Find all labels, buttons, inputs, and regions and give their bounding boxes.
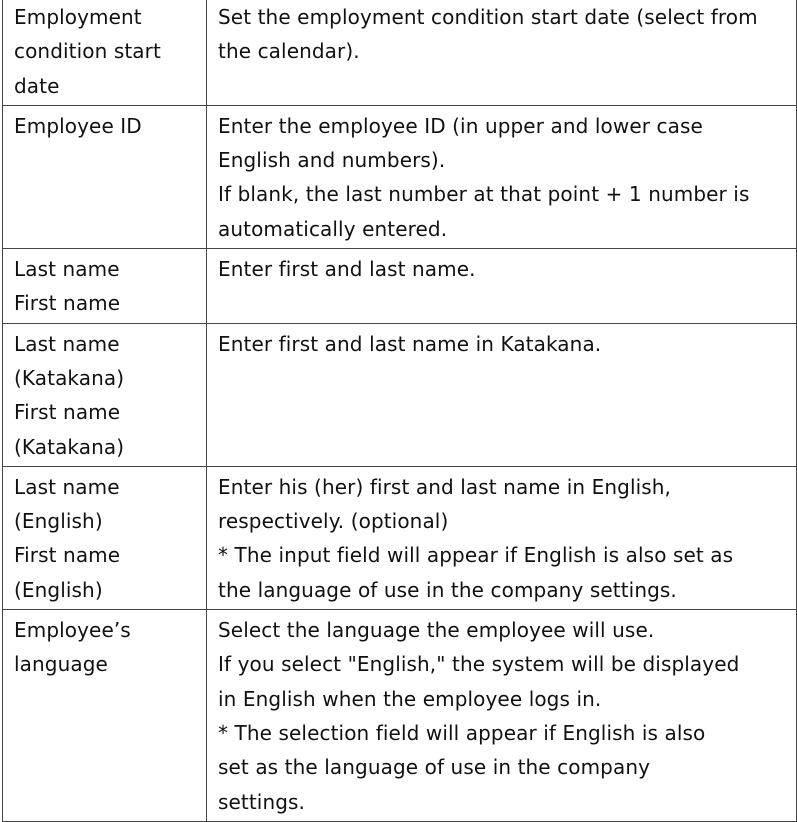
label-line: (English) <box>14 577 103 602</box>
description-line: set as the language of use in the company <box>218 755 651 780</box>
label-line: date <box>14 73 60 98</box>
label-line: Employee’s <box>14 618 131 643</box>
description-line: Set the employment condition start date (select from <box>218 5 758 29</box>
field-label-cell <box>3 610 207 822</box>
field-label-cell <box>3 105 207 248</box>
label-line: First name <box>14 400 121 425</box>
table-row <box>3 105 797 248</box>
description-line: the calendar). <box>218 39 360 64</box>
field-description-cell <box>207 610 797 822</box>
table-row <box>3 0 797 105</box>
label-line: Employee ID <box>14 113 142 138</box>
label-line: Last name <box>14 331 120 356</box>
description-line: * The selection field will appear if English is also <box>218 720 706 745</box>
description-line: If blank, the last number at that point + 1 number is <box>218 182 750 207</box>
label-line: Last name <box>14 257 120 282</box>
label-line: (Katakana) <box>14 434 125 459</box>
table-row <box>3 249 797 324</box>
description-line: respectively. (optional) <box>218 509 449 534</box>
field-description-cell <box>207 466 797 609</box>
label-line: (English) <box>14 509 103 534</box>
field-description-cell <box>207 249 797 324</box>
field-description-cell <box>207 0 797 105</box>
description-line: Enter first and last name. <box>218 257 476 282</box>
label-line: condition start <box>14 39 161 64</box>
description-line: in English when the employee logs in. <box>218 686 602 711</box>
field-description-table <box>2 0 797 822</box>
description-line: the language of use in the company settings. <box>218 577 677 602</box>
label-line: First name <box>14 543 121 568</box>
field-description-cell <box>207 323 797 466</box>
field-label-cell <box>3 466 207 609</box>
label-line: Last name <box>14 474 120 499</box>
description-line: English and numbers). <box>218 148 446 173</box>
description-line: * The input field will appear if English is also set as <box>218 543 734 568</box>
table-row <box>3 323 797 466</box>
description-line: Enter his (her) first and last name in English, <box>218 474 672 499</box>
field-label-cell <box>3 323 207 466</box>
field-label-cell <box>3 249 207 324</box>
table-row <box>3 466 797 609</box>
description-line: If you select "English," the system will be displayed <box>218 652 740 677</box>
description-line: Select the language the employee will use. <box>218 618 655 643</box>
description-line: Enter first and last name in Katakana. <box>218 331 602 356</box>
description-line: Enter the employee ID (in upper and lower case <box>218 113 703 138</box>
field-description-cell <box>207 105 797 248</box>
field-label-cell <box>3 0 207 105</box>
label-line: Employment <box>14 5 142 29</box>
label-line: First name <box>14 291 121 316</box>
label-line: language <box>14 652 108 677</box>
description-line: automatically entered. <box>218 216 448 241</box>
description-line: settings. <box>218 789 306 814</box>
label-line: (Katakana) <box>14 365 125 390</box>
table-row <box>3 610 797 822</box>
